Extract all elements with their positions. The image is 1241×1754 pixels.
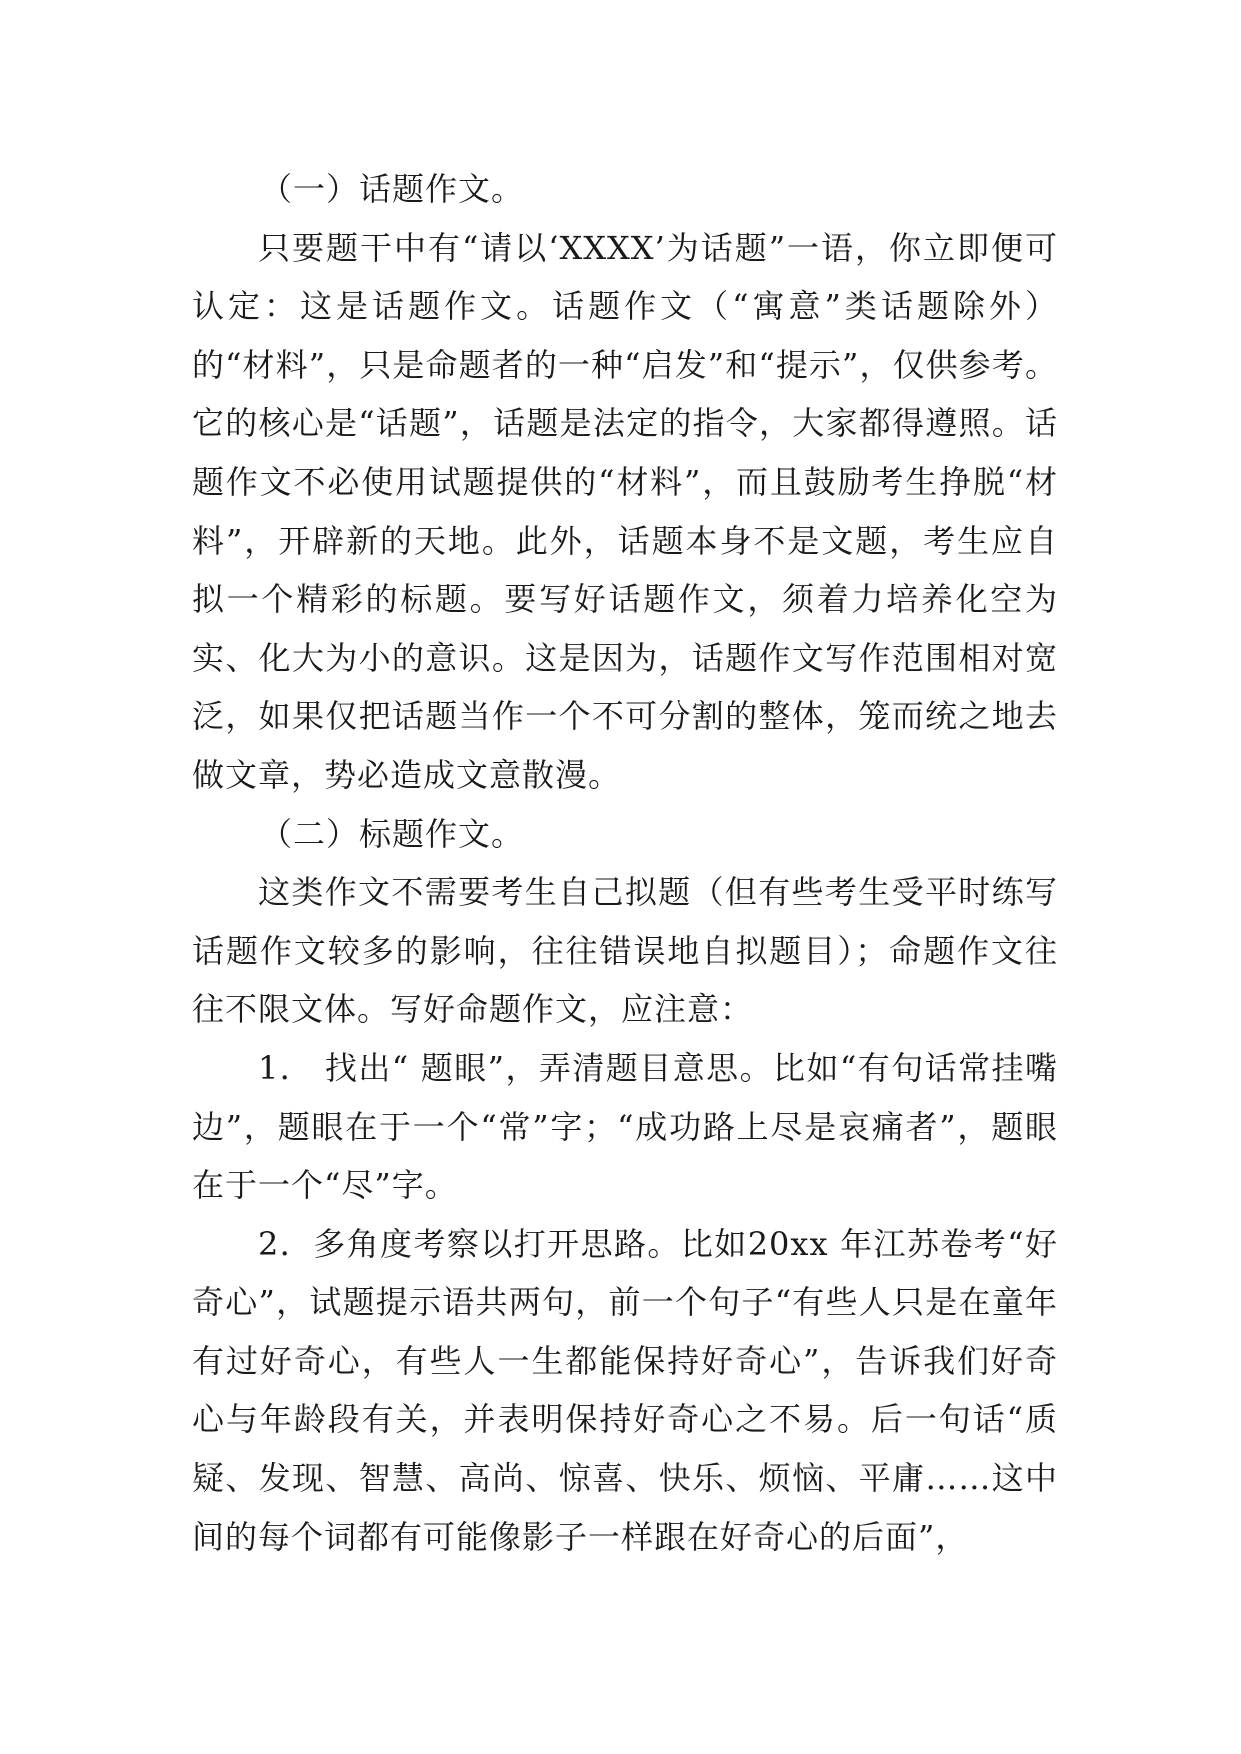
section-heading-topic-essay: （一）话题作文。 bbox=[260, 170, 525, 208]
document-body bbox=[192, 160, 1058, 1566]
paragraph-topic-essay: 只要题干中有“请以‘XXXX’为话题”一语，你立即便可认定：这是话题作文。话题作文（“寓意”类话题除外）的“材料”，只是命题者的一种“启发”和“提示”，仅供参考。它的核心是“话题”，话题是法定的指令，大家都得遵照。话题作文不必使用试题提供的“材料”，而且鼓励考生挣脱“材料”，开辟新的天地。此外，话题本身不是文题，考生应自拟一个精彩的标题。要写好话题作文，须着力培养化空为实、化大为小的意识。这是因为，话题作文写作范围相对宽泛，如果仅把话题当作一个不可分割的整体，笼而统之地去做文章，势必造成文意散漫。 bbox=[192, 228, 1058, 794]
list-item-point-1: 1． 找出“ 题眼”，弄清题目意思。比如“有句话常挂嘴边”，题眼在于一个“常”字；“成功路上尽是哀痛者”，题眼在于一个“尽”字。 bbox=[192, 1048, 1058, 1205]
paragraph-title-essay-intro: 这类作文不需要考生自己拟题（但有些考生受平时练写话题作文较多的影响，往往错误地自拟题目）；命题作文往往不限文体。写好命题作文，应注意： bbox=[192, 873, 1058, 1029]
list-item-point-2: 2．多角度考察以打开思路。比如20xx 年江苏卷考“好奇心”，试题提示语共两句，前一个句子“有些人只是在童年有过好奇心，有些人一生都能保持好奇心”，告诉我们好奇心与年龄段有关，并表明保持好奇心之不易。后一句话“质疑、发现、智慧、高尚、惊喜、快乐、烦恼、平庸……这中间的每个词都有可能像影子一样跟在好奇心的后面”， bbox=[192, 1224, 1058, 1556]
section-heading-title-essay: （二）标题作文。 bbox=[260, 814, 525, 853]
